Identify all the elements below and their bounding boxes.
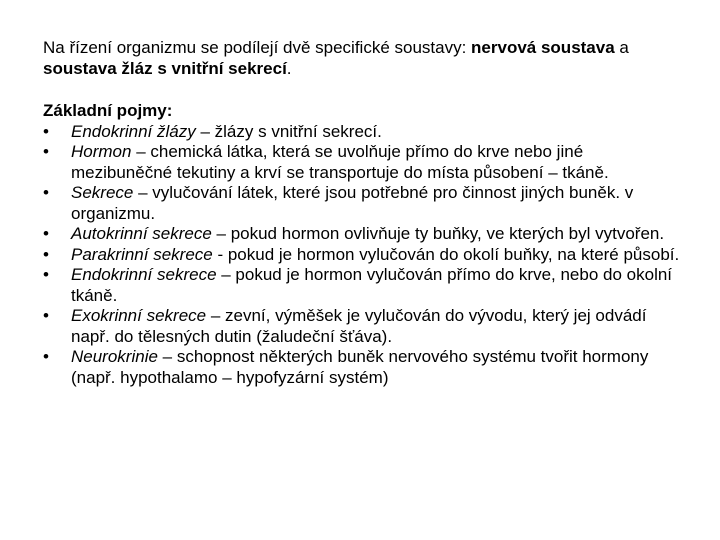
definition: – vylučování látek, které jsou potřebné pro činnost jiných buněk. v organizmu.: [71, 183, 634, 223]
bullet: •: [43, 244, 49, 264]
intro-bold-nervous-system: nervová soustava: [471, 38, 615, 57]
definition: – chemická látka, která se uvolňuje přímo do krve nebo jiné mezibuněčné tekutiny a krví se transportuje do místa působení – tkáně.: [71, 142, 609, 182]
list-item: [43, 142, 683, 183]
intro-paragraph: [43, 38, 683, 79]
term: Endokrinní žlázy: [71, 121, 196, 141]
term: Endokrinní sekrece: [71, 265, 217, 284]
term: Exokrinní sekrece: [71, 306, 207, 325]
bullet: •: [43, 142, 49, 161]
intro-text-before: Na řízení organizmu se podílejí dvě specifické soustavy:: [43, 38, 472, 57]
list-item: [43, 347, 683, 388]
term: Neurokrinie: [71, 347, 158, 366]
definition: – pokud je hormon vylučován přímo do krve, nebo do okolní tkáně.: [71, 265, 673, 305]
term: Parakrinní sekrece: [71, 244, 213, 264]
bullet: •: [43, 121, 49, 141]
intro-bold-endocrine-system: soustava žláz s vnitřní sekrecí: [43, 58, 287, 78]
intro-text-after: .: [286, 58, 292, 78]
definition: – žlázy s vnitřní sekrecí.: [195, 121, 382, 141]
term: Hormon: [71, 142, 132, 161]
bullet: •: [43, 183, 49, 202]
list-item: [43, 224, 683, 245]
list-item: [43, 306, 683, 347]
list-item: [43, 183, 683, 224]
bullet: •: [43, 224, 49, 243]
term: Autokrinní sekrece: [71, 224, 212, 243]
terms-list: [43, 122, 683, 389]
section-heading: Základní pojmy:: [43, 101, 173, 120]
definition: – schopnost některých buněk nervového systému tvořit hormony (např. hypothalamo – hypofyzární systém): [71, 347, 649, 387]
list-item: [43, 265, 683, 306]
list-item: [43, 245, 683, 266]
definition: - pokud je hormon vylučován do okolí buňky, na které působí.: [212, 244, 680, 264]
term: Sekrece: [71, 183, 134, 202]
definition: – pokud hormon ovlivňuje ty buňky, ve kterých byl vytvořen.: [211, 224, 665, 243]
bullet: •: [43, 265, 49, 284]
bullet: •: [43, 306, 49, 325]
bullet: •: [43, 347, 49, 366]
list-item: [43, 122, 683, 143]
intro-text-middle: a: [614, 38, 629, 57]
slide-content: [43, 38, 683, 388]
definition: – zevní, výměšek je vylučován do vývodu, který jej odvádí např. do tělesných dutin (žaludeční šťáva).: [71, 306, 647, 346]
